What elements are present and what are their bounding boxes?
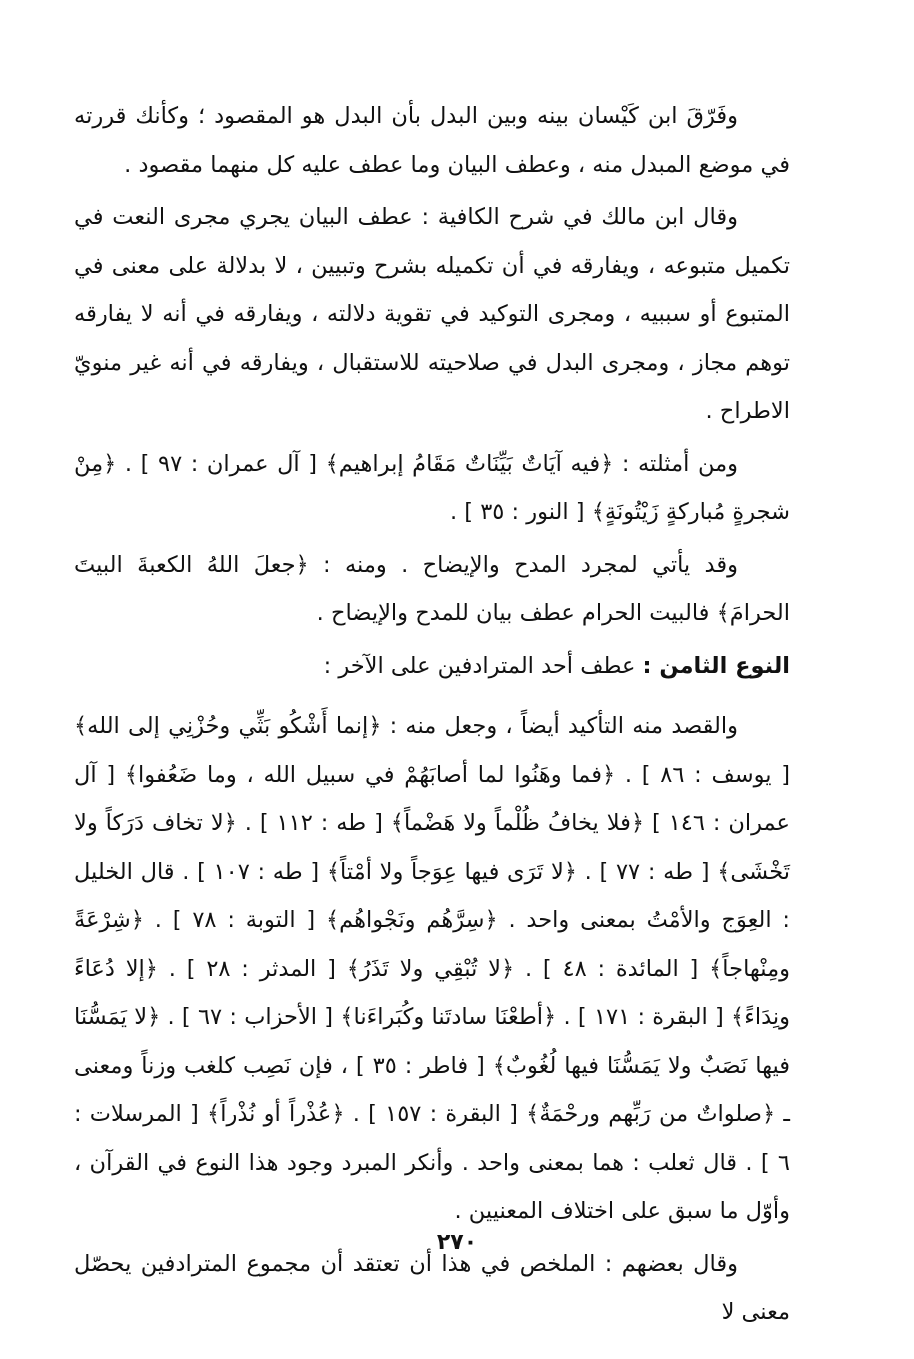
paragraph-praise: وقد يأتي لمجرد المدح والإيضاح . ومنه : ﴿جعلَ اللهُ الكعبةَ البيتَ الحرامَ﴾ فالبيت الحرام عطف بيان للمدح والإيضاح . — [74, 551, 790, 626]
section-heading — [74, 642, 790, 691]
page-number: ٢٧٠ — [436, 1230, 478, 1255]
section-heading-text: عطف أحد المترادفين على الآخر : — [323, 652, 643, 679]
paragraph-examples: ومن أمثلته : ﴿فيه آيَاتٌ بَيِّنَاتٌ مَقَامُ إبراهيم﴾ [ آل عمران : ٩٧ ] . ﴿مِنْ شجرةٍ مُباركةٍ زَيْتُونَةٍ﴾ [ النور : ٣٥ ] . — [74, 450, 790, 525]
section-heading-label: النوع الثامن : — [642, 652, 790, 679]
paragraph-synonyms: والقصد منه التأكيد أيضاً ، وجعل منه : ﴿إنما أَشْكُو بَثِّي وحُزْنِي إلى الله﴾ [ يوسف : ٨٦ ] . ﴿فما وهَنُوا لما أصابَهُمْ في سبيل الله ، وما ضَعُفوا﴾ [ آل عمران : ١٤٦ ] ﴿فلا يخافُ ظُلْماً ولا هَضْماً﴾ [ طه : ١١٢ ] . ﴿لا تخاف دَرَكاً ولا تَخْشَى﴾ [ طه : ٧٧ ] . ﴿لا تَرَى فيها عِوَجاً ولا أمْتاً﴾ [ طه : ١٠٧ ] . قال الخليل : العِوَج والأمْتُ بمعنى واحد . ﴿سِرَّهُم ونَجْواهُم﴾ [ التوبة : ٧٨ ] . ﴿شِرْعَةً ومِنْهاجاً﴾ [ المائدة : ٤٨ ] . ﴿لا تُبْقِي ولا تَذَرُ﴾ [ المدثر : ٢٨ ] . ﴿إلا دُعَاءً ونِدَاءً﴾ [ البقرة : ١٧١ ] . ﴿أطعْنَا سادتَنا وكُبَراءَنا﴾ [ الأحزاب : ٦٧ ] . ﴿لا يَمَسُّنَا فيها نَصَبٌ ولا يَمَسُّنَا فيها لُغُوبٌ﴾ [ فاطر : ٣٥ ] ، فإن نَصِب كلغب وزناً ومعنى ـ ﴿صلواتٌ من رَبِّهم ورحْمَةٌ﴾ [ البقرة : ١٥٧ ] . ﴿عُذْراً أو نُذْراً﴾ [ المرسلات : ٦ ] . قال ثعلب : هما بمعنى واحد . وأنكر المبرد وجود هذا النوع في القرآن ، وأوّل ما سبق على اختلاف المعنيين . — [74, 713, 791, 1224]
paragraph-ibn-kaysan: وفَرّقَ ابن كَيْسان بينه وبين البدل بأن البدل هو المقصود ؛ وكأنك قررته في موضع المبدل منه ، وعطف البيان وما عطف عليه كل منهما مقصود . — [74, 103, 790, 178]
paragraph-closing: وقال بعضهم : الملخص في هذا أن تعتقد أن مجموع المترادفين يحصّل معنى لا — [74, 1250, 790, 1325]
paragraph-ibn-malik: وقال ابن مالك في شرح الكافية : عطف البيان يجري مجرى النعت في تكميل متبوعه ، ويفارقه في أن تكميله بشرح وتبيين ، لا بدلالة على معنى في المتبوع أو سببيه ، ومجرى التوكيد في تقوية دلالته ، ويفارقه في أنه لا يفارقه توهم مجاز ، ومجرى البدل في صلاحيته للاستقبال ، ويفارقه في أنه غير منويّ الاطراح . — [74, 204, 790, 424]
page-body — [74, 92, 790, 1337]
